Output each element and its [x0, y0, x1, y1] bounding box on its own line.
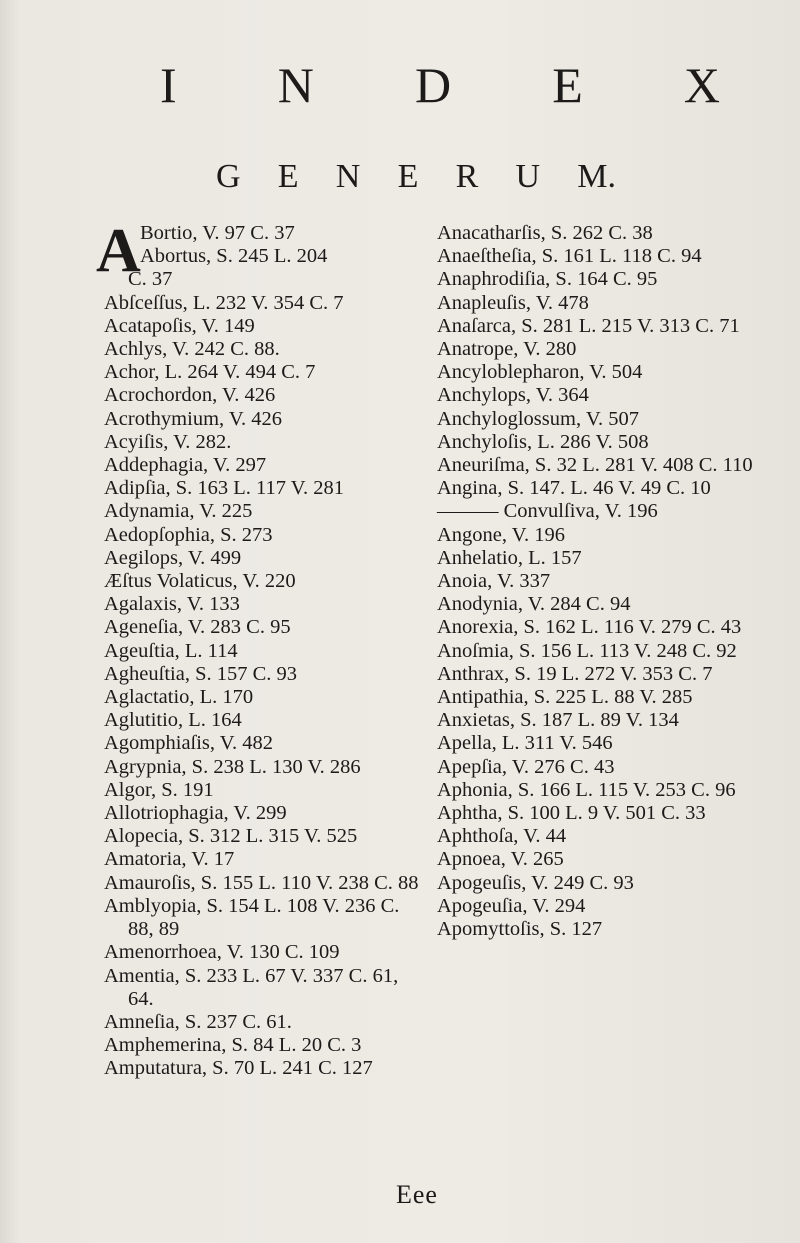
index-entry: Adipſia, S. 163 L. 117 V. 281 [104, 477, 344, 500]
first-entry-line: Abortus, S. 245 L. 204 [140, 245, 328, 268]
first-entry [96, 217, 419, 292]
index-entry: Aphthoſa, V. 44 [437, 825, 567, 848]
index-entry: Acrothymium, V. 426 [104, 407, 283, 430]
index-entry: Aglactatio, L. 170 [104, 686, 254, 709]
index-entry: Achlys, V. 242 C. 88. [104, 338, 280, 361]
index-entry: Apogeuſis, V. 249 C. 93 [437, 871, 634, 894]
index-entry: Apella, L. 311 V. 546 [437, 732, 613, 755]
index-entry: Amputatura, S. 70 L. 241 C. 127 [104, 1057, 373, 1080]
index-entry: Agalaxis, V. 133 [104, 593, 240, 616]
index-subtitle [216, 158, 616, 196]
subtitle-letter: G [216, 158, 241, 195]
index-entry: Achor, L. 264 V. 494 C. 7 [104, 361, 316, 384]
index-entry: Anacatharſis, S. 262 C. 38 [437, 222, 653, 244]
index-entry: Apomyttoſis, S. 127 [437, 918, 603, 941]
index-entry: Angina, S. 147. L. 46 V. 49 C. 10 [437, 477, 711, 500]
right-entry-list [437, 222, 767, 941]
index-entry: Apepſia, V. 276 C. 43 [437, 755, 615, 778]
index-entry: Anorexia, S. 162 L. 116 V. 279 C. 43 [437, 616, 742, 639]
index-entry: Amphemerina, S. 84 L. 20 C. 3 [104, 1034, 362, 1057]
subtitle-letter: E [397, 158, 419, 195]
index-entry: Abſceſſus, L. 232 V. 354 C. 7 [104, 291, 344, 314]
index-entry: Anchyloglossum, V. 507 [437, 407, 639, 430]
index-entry: Agrypnia, S. 238 L. 130 V. 286 [104, 755, 361, 778]
index-entry: Addephagia, V. 297 [104, 454, 267, 477]
index-entry: Anapleuſis, V. 478 [437, 291, 589, 314]
index-entry: Aglutitio, L. 164 [104, 709, 242, 732]
index-entry: Anoſmia, S. 156 L. 113 V. 248 C. 92 [437, 639, 737, 662]
index-entry: Apogeuſia, V. 294 [437, 894, 586, 917]
index-title [160, 56, 720, 114]
index-entry: Antipathia, S. 225 L. 88 V. 285 [437, 686, 693, 709]
title-letter: E [552, 57, 583, 113]
index-entry: Alopecia, S. 312 L. 315 V. 525 [104, 825, 358, 848]
index-entry: Aneuriſma, S. 32 L. 281 V. 408 C. 110 [437, 454, 753, 477]
index-entry: Ancyloblepharon, V. 504 [437, 361, 643, 384]
index-entry: Apnoea, V. 265 [437, 848, 564, 871]
subtitle-letter: M. [577, 158, 616, 195]
first-entry-continuation: C. 37 [128, 268, 173, 291]
left-entry-list [104, 292, 419, 1081]
title-letter: N [277, 57, 314, 113]
index-entry: Anthrax, S. 19 L. 272 V. 353 C. 7 [437, 662, 713, 685]
index-entry: Æſtus Volaticus, V. 220 [104, 570, 296, 593]
left-column [96, 217, 419, 1081]
index-entry: Anxietas, S. 187 L. 89 V. 134 [437, 709, 679, 732]
index-entry: Anaeſtheſia, S. 161 L. 118 C. 94 [437, 245, 702, 268]
index-entry: Anodynia, V. 284 C. 94 [437, 593, 631, 616]
index-entry: Acyiſis, V. 282. [104, 430, 232, 453]
index-entry: Amatoria, V. 17 [104, 848, 235, 871]
index-entry: Amneſia, S. 237 C. 61. [104, 1010, 292, 1033]
subtitle-letter: U [515, 158, 541, 195]
index-entry: Acrochordon, V. 426 [104, 384, 276, 407]
index-entry: Agheuſtia, S. 157 C. 93 [104, 662, 298, 685]
subtitle-letter: N [335, 158, 361, 195]
index-entry: Aphonia, S. 166 L. 115 V. 253 C. 96 [437, 778, 736, 801]
index-entry: Amentia, S. 233 L. 67 V. 337 C. 61, 64. [104, 964, 399, 1010]
index-entry: Anaphrodiſia, S. 164 C. 95 [437, 268, 658, 291]
subtitle-letter: R [455, 158, 479, 195]
title-letter: D [414, 57, 452, 113]
index-entry: Adynamia, V. 225 [104, 500, 253, 523]
title-letter: I [160, 57, 177, 113]
index-entry: Acatapoſis, V. 149 [104, 314, 255, 337]
right-column [437, 222, 767, 941]
index-entry: Aegilops, V. 499 [104, 546, 242, 569]
index-entry: Angone, V. 196 [437, 523, 565, 546]
index-entry: Anchyloſis, L. 286 V. 508 [437, 430, 649, 453]
index-entry: Anoia, V. 337 [437, 570, 551, 593]
signature-mark: Eee [396, 1180, 438, 1209]
index-entry: Amblyopia, S. 154 L. 108 V. 236 C. 88, 89 [104, 894, 400, 941]
index-entry: Amenorrhoea, V. 130 C. 109 [104, 941, 340, 964]
index-entry: Anaſarca, S. 281 L. 215 V. 313 C. 71 [437, 314, 740, 337]
index-entry: Amauroſis, S. 155 L. 110 V. 238 C. 88 [104, 871, 419, 894]
index-entry: Algor, S. 191 [104, 778, 214, 801]
index-entry: Anatrope, V. 280 [437, 338, 577, 361]
first-entry-line: Bortio, V. 97 C. 37 [140, 222, 295, 244]
dropcap-letter: A [96, 217, 141, 285]
title-letter: X [683, 57, 720, 113]
index-entry: Anhelatio, L. 157 [437, 546, 582, 569]
index-entry: Ageuſtia, L. 114 [104, 639, 238, 662]
subtitle-letter: E [277, 158, 299, 195]
index-entry: Ageneſia, V. 283 C. 95 [104, 616, 291, 639]
index-entry: Allotriophagia, V. 299 [104, 802, 287, 825]
index-entry: Aedopſophia, S. 273 [104, 523, 273, 546]
index-entry: Agomphiaſis, V. 482 [104, 732, 273, 755]
index-entry: Anchylops, V. 364 [437, 384, 589, 407]
index-entry: Aphtha, S. 100 L. 9 V. 501 C. 33 [437, 802, 706, 825]
index-entry: ——— Convulſiva, V. 196 [437, 500, 658, 523]
